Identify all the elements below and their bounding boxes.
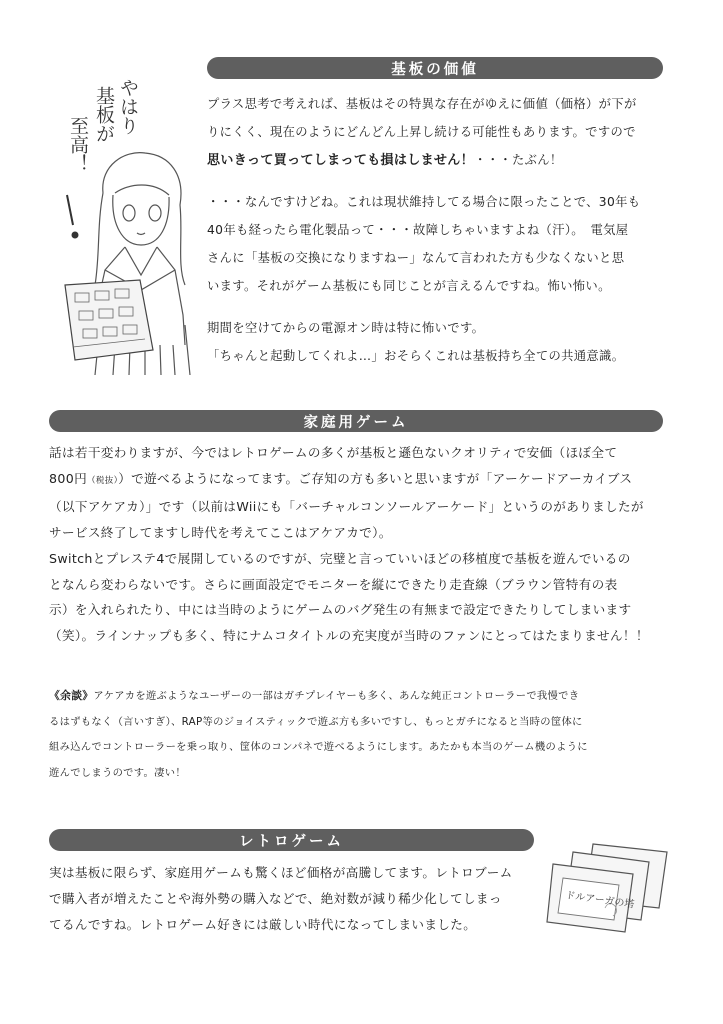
- text-line: るはずもなく（言いすぎ）、RAP等のジョイスティックで遊ぶ方も多いですし、もっとガチになると当時の筐体に: [49, 715, 583, 728]
- section-header-home-games: [49, 410, 663, 432]
- text-line: 示）を入れられたり、中には当時のようにゲームのバグ発生の有無まで設定できたりしてしまいます: [49, 602, 632, 618]
- text-line: りにくく、現在のようにどんどん上昇し続ける可能性もあります。ですので: [207, 125, 636, 139]
- text-line: 実は基板に限らず、家庭用ゲームも驚くほど価格が高騰してます。レトロブーム: [49, 865, 513, 880]
- cartridges-svg: [545, 838, 673, 936]
- text-line: さんに「基板の交換になりますねー」なんて言われた方も少なくないと思: [207, 251, 625, 265]
- section1-paragraph-3: [207, 314, 624, 370]
- text-line: 「ちゃんと起動してくれよ…」おそらくこれは基板持ち全ての共通意識。: [207, 349, 625, 363]
- emphasis-text: 思いきって買ってしまっても損はしません！: [207, 153, 475, 168]
- text-line: プラス思考で考えれば、基板はその特異な存在がゆえに価値（価格）が下が: [207, 97, 637, 111]
- section-header-retro-games: [49, 829, 534, 851]
- section-title: 基板の価値: [391, 61, 479, 78]
- text-line: サービス終了してますし時代を考えてここはアケアカで）。: [49, 525, 392, 541]
- text-fragment: ・・・たぶん！: [474, 153, 563, 167]
- text-line: 話は若干変わりますが、今ではレトロゲームの多くが基板と遜色ないクオリティで安価（ほぼ全て: [49, 445, 618, 460]
- aside-paragraph: [49, 683, 588, 787]
- text-line: （笑）。ラインナップも多く、特にナムコタイトルの充実度が当時のファンにとってはたまりません！！: [49, 627, 649, 643]
- section1-paragraph-1: [207, 90, 637, 175]
- text-line: （以下アケアカ）」です（以前はWiiにも「バーチャルコンソールアーケード」というのがありましたが: [49, 499, 644, 515]
- text-line: てるんですね。レトロゲーム好きには厳しい時代になってしまいました。: [49, 917, 477, 932]
- text-line: となんら変わらないです。さらに画面設定でモニターを縦にできたり走査線（ブラウン管特有の表: [49, 576, 618, 592]
- text-line: [49, 683, 588, 710]
- section-title: 家庭用ゲーム: [303, 414, 409, 431]
- aside-label: 《余談》: [49, 689, 94, 702]
- text-line: 期間を空けてからの電源オン時は特に怖いです。: [207, 321, 485, 335]
- price-text: 800円: [49, 470, 88, 486]
- text-fragment: ）で遊べるようになってます。ご存知の方も多いと思いますが「アーケードアーカイブス: [118, 470, 633, 486]
- handwritten-caption-2: 基板が: [93, 86, 115, 143]
- tax-note: （税抜）: [87, 475, 119, 486]
- text-line: ・・・なんですけどね。これは現状維持してる場合に限ったことで、30年も: [207, 195, 641, 209]
- section2-paragraph-1: [49, 440, 649, 649]
- text-line: 組み込んでコントローラーを乗っ取り、筐体のコンパネで遊べるようにします。あたかも本当のゲーム機のように: [49, 741, 588, 754]
- text-line: [207, 146, 637, 175]
- text-line: います。それがゲーム基板にも同じことが言えるんですね。怖い怖い。: [207, 279, 611, 293]
- section-header-kiban-value: [207, 57, 663, 79]
- text-line: 遊んでしまうのです。凄い！: [49, 767, 186, 780]
- section3-paragraph-1: [49, 860, 513, 938]
- section-title: レトロゲーム: [239, 833, 344, 850]
- text-line: 40年も経ったら電化製品って・・・故障しちゃいますよね（汗）。 電気屋: [207, 223, 629, 237]
- text-line: で購入者が増えたことや海外勢の購入などで、絶対数が減り稀少化してしまっ: [49, 891, 502, 906]
- game-cartridges-illustration: [545, 838, 673, 936]
- cartridge-label-text: ドルアーガの塔: [564, 890, 635, 911]
- handwritten-caption-3: 至高！: [67, 116, 89, 173]
- text-line: Switchとプレステ4で展開しているのですが、完璧と言っていいほどの移植度で基板を遊んでいるの: [49, 550, 631, 566]
- handwritten-caption-1: やはり: [117, 78, 139, 135]
- section1-paragraph-2: [207, 188, 640, 300]
- text-line: [49, 466, 649, 495]
- text-fragment: アケアカを遊ぶようなユーザーの一部はガチプレイヤーも多く、あんな純正コントローラーで我慢でき: [93, 690, 580, 702]
